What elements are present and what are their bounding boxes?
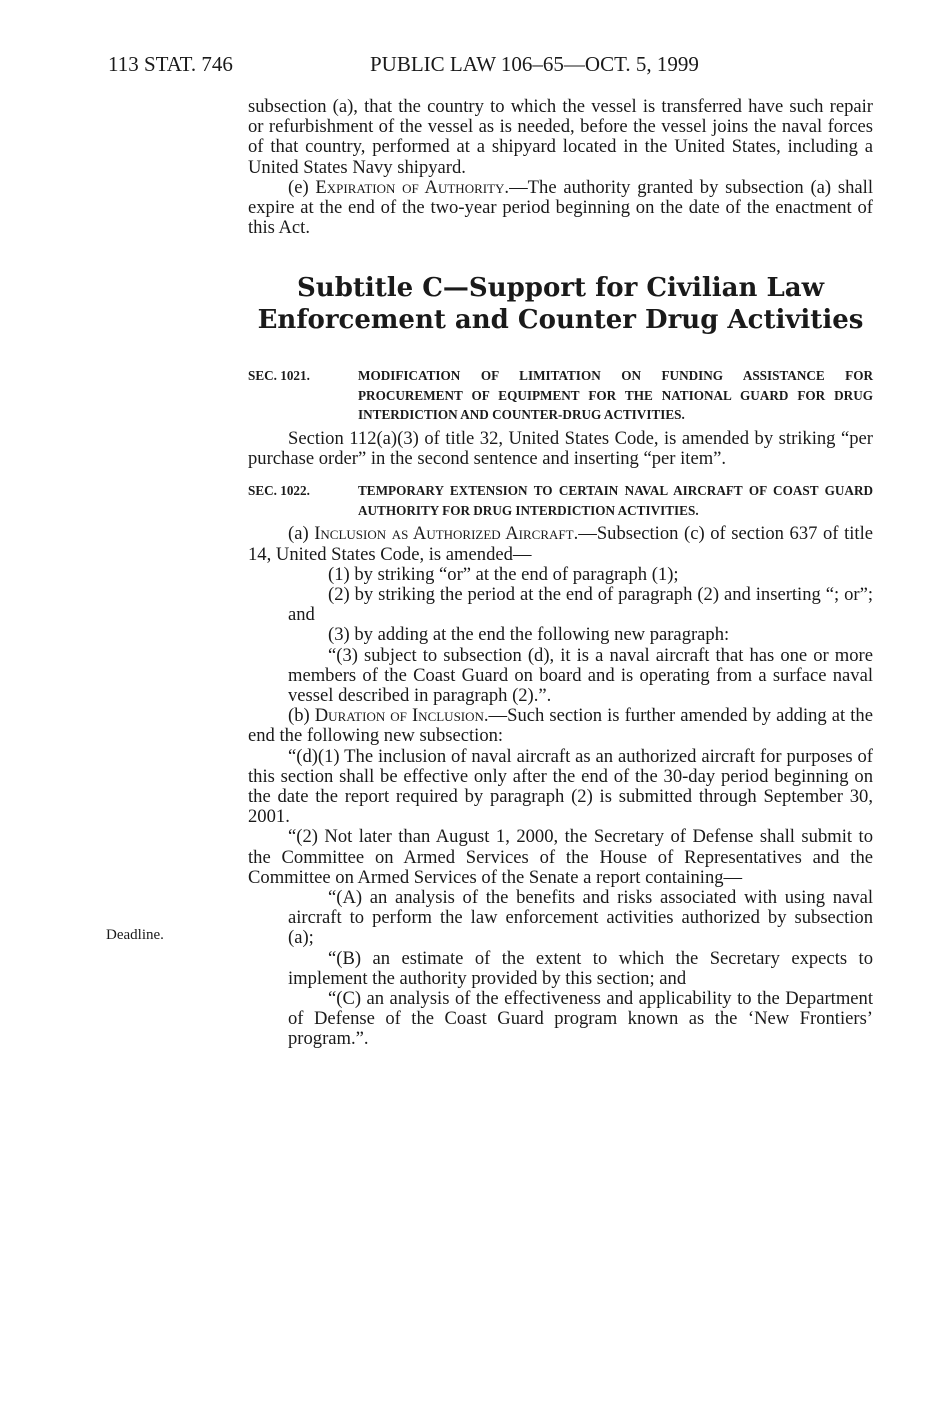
section-1022-a3-quote: “(3) subject to subsection (d), it is a naval aircraft that has one or more members of the Coast Guard on board and is operating from a surface naval vessel described in paragraph (2).”. xyxy=(288,644,873,706)
subtitle-heading xyxy=(248,272,873,336)
paragraph-continuation: subsection (a), that the country to which the vessel is transferred have such repair or refurbishment of the vessel as is needed, before the vessel joins the naval forces of that country, performed at a shipyard located in the United States, including a United States Navy shipyard. xyxy=(248,96,873,178)
section-1022-dA: “(A) an analysis of the benefits and risks associated with using naval aircraft to perform the law enforcement activities authorized by subsection (a); xyxy=(288,886,873,949)
subtitle-line-1: Subtitle C—Support for Civilian Law xyxy=(297,273,824,304)
section-1022-title: TEMPORARY EXTENSION TO CERTAIN NAVAL AIRCRAFT OF COAST GUARD AUTHORITY FOR DRUG INTERDICTION ACTIVITIES. xyxy=(358,483,873,518)
section-1022-a xyxy=(248,524,873,564)
section-1022-a2: (2) by striking the period at the end of paragraph (2) and inserting “; or”; and xyxy=(288,583,873,626)
section-1022-a1: (1) by striking “or” at the end of paragraph (1); xyxy=(328,563,679,585)
section-1022-b-heading: Duration of Inclusion xyxy=(314,705,484,727)
section-1022-b xyxy=(248,706,873,746)
section-1021-text: Section 112(a)(3) of title 32, United States Code, is amended by striking “per purchase order” in the second sentence and inserting “per item”. xyxy=(248,427,873,470)
section-1022-b-text: .—Such section is further amended by adding at the end the following new subsection: xyxy=(248,705,873,747)
section-1022-b-label: (b) xyxy=(288,705,315,727)
paragraph-e-text: .—The authority granted by subsection (a) shall expire at the end of the two-year period beginning on the date of the enactment of this Act. xyxy=(248,176,873,239)
section-1022-a-text: .—Subsection (c) of section 637 of title 14, United States Code, is amended— xyxy=(248,523,873,565)
page-header xyxy=(108,52,808,82)
margin-note-deadline: Deadline. xyxy=(106,927,164,943)
section-1021-number: SEC. 1021. xyxy=(248,368,310,384)
subtitle-line-2: Enforcement and Counter Drug Activities xyxy=(257,305,864,336)
section-1021-heading xyxy=(248,366,873,425)
section-1022-d2: “(2) Not later than August 1, 2000, the Secretary of Defense shall submit to the Committee on Armed Services of the House of Representatives and the Committee on Armed Services of the Senate a report containing— xyxy=(248,826,873,888)
section-1022-d1: “(d)(1) The inclusion of naval aircraft as an authorized aircraft for purposes of this section shall be effective only after the end of the 30-day period beginning on the date the report required by paragraph (2) is submitted through September 30, 2001. xyxy=(248,745,873,828)
section-1022-dC: “(C) an analysis of the effectiveness and applicability to the Department of Defense of the Coast Guard program known as the ‘New Frontiers’ program.”. xyxy=(288,988,873,1050)
public-law-title: PUBLIC LAW 106–65—OCT. 5, 1999 xyxy=(370,52,699,76)
section-1021-title: MODIFICATION OF LIMITATION ON FUNDING ASSISTANCE FOR PROCUREMENT OF EQUIPMENT FOR THE NATIONAL GUARD FOR DRUG INTERDICTION AND COUNTER-DRUG ACTIVITIES. xyxy=(358,368,873,423)
section-1022-a3: (3) by adding at the end the following new paragraph: xyxy=(328,624,730,646)
stat-page-number: 113 STAT. 746 xyxy=(108,52,233,76)
paragraph-e-heading: Expiration of Authority xyxy=(315,176,505,198)
paragraph-e xyxy=(248,178,873,239)
section-1022-dB: “(B) an estimate of the extent to which the Secretary expects to implement the authority provided by this section; and xyxy=(288,947,873,989)
page-body xyxy=(248,97,873,1050)
section-1022-a-heading: Inclusion as Authorized Aircraft xyxy=(314,523,574,545)
section-1022-number: SEC. 1022. xyxy=(248,483,310,499)
paragraph-e-label: (e) xyxy=(288,176,316,198)
section-1022-heading xyxy=(248,481,873,520)
section-1022-a-label: (a) xyxy=(288,523,315,545)
